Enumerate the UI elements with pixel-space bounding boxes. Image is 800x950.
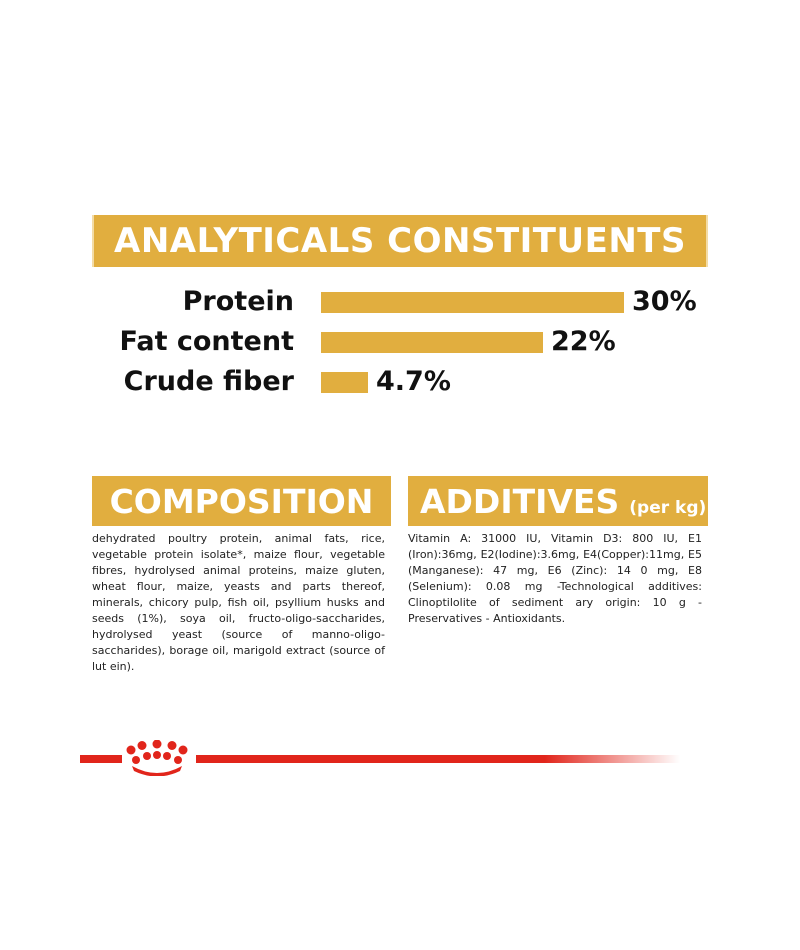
brand-line-right	[196, 755, 680, 763]
crude-fiber-bar	[321, 372, 368, 393]
brand-line-left	[80, 755, 122, 763]
crude-fiber-label: Crude fiber	[123, 366, 294, 397]
composition-title: COMPOSITION	[109, 481, 374, 521]
fat-content-label: Fat content	[119, 326, 294, 357]
fat-content-value: 22%	[551, 326, 616, 357]
composition-text: dehydrated poultry protein, animal fats, rice, vegetable protein isolate*, maize flour, vegetable fibres, hydrolysed animal proteins, maize gluten, wheat flour, maize, yeasts and parts thereof, minerals, chicory pulp, fish oil, psyllium husks and seeds (1%), soya oil, fructo-oligo-saccharides, hydrolysed yeast (source of manno-oligo-saccharides), borage oil, marigold extract (source of lut ein).	[92, 532, 385, 673]
fat-content-bar	[321, 332, 543, 353]
analytics-title-banner	[92, 215, 708, 267]
composition-title-banner	[92, 476, 391, 526]
additives-unit: (per kg)	[629, 498, 707, 518]
additives-title: ADDITIVES	[420, 481, 620, 521]
protein-label: Protein	[182, 286, 294, 317]
analytics-title: ANALYTICALS CONSTITUENTS	[114, 221, 686, 261]
royal-canin-crown-icon	[122, 740, 192, 776]
additives-text: Vitamin A: 31000 IU, Vitamin D3: 800 IU, E1 (Iron):36mg, E2(Iodine):3.6mg, E4(Copper):11mg, E5 (Manganese): 47 mg, E6 (Zinc): 14 0 mg, E8 (Selenium): 0.08 mg -Technological additives: Clinoptilolite of sediment ary origin: 10 g - Preservatives - Antioxidants.	[408, 532, 702, 625]
protein-value: 30%	[632, 286, 697, 317]
additives-title-banner	[408, 476, 708, 526]
crude-fiber-value: 4.7%	[376, 366, 451, 397]
protein-bar	[321, 292, 624, 313]
